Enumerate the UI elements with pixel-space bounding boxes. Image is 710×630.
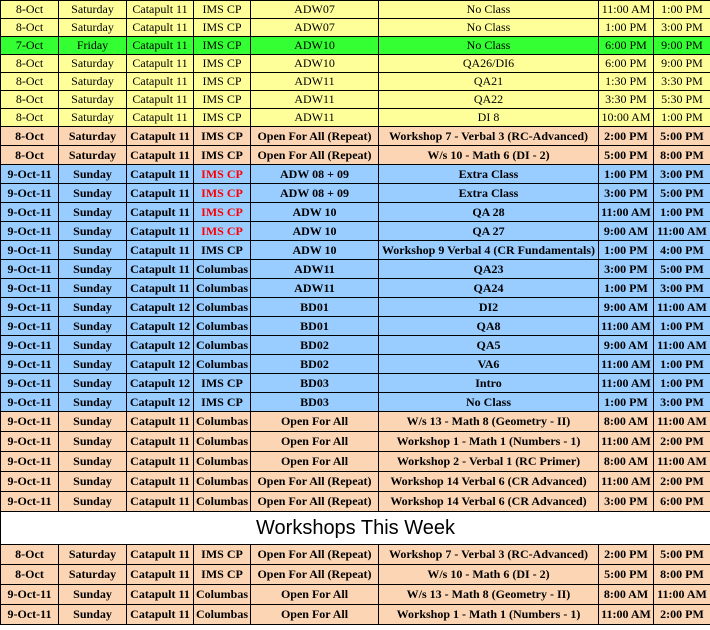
cell-date: 8-Oct <box>1 109 59 127</box>
cell-start: 10:00 AM <box>599 109 654 127</box>
cell-batch: Catapult 11 <box>127 37 194 55</box>
schedule-row <box>1 585 710 605</box>
cell-start: 1:30 PM <box>599 73 654 91</box>
cell-topic: Workshop 14 Verbal 6 (CR Advanced) <box>379 492 599 512</box>
schedule-row <box>1 1 710 19</box>
cell-batch-code: ADW 10 <box>251 222 379 241</box>
cell-day: Sunday <box>59 585 127 605</box>
cell-start: 11:00 AM <box>599 355 654 374</box>
cell-batch-code: Open For All (Repeat) <box>251 545 379 565</box>
cell-day: Sunday <box>59 452 127 472</box>
cell-center: IMS CP <box>194 565 251 585</box>
cell-topic: QA 28 <box>379 203 599 222</box>
cell-batch-code: BD01 <box>251 317 379 336</box>
cell-date: 9-Oct-11 <box>1 472 59 492</box>
cell-topic: QA26/DI6 <box>379 55 599 73</box>
cell-topic: QA 27 <box>379 222 599 241</box>
cell-center: IMS CP <box>194 393 251 412</box>
cell-end: 5:00 PM <box>654 260 710 279</box>
cell-start: 6:00 PM <box>599 55 654 73</box>
cell-batch: Catapult 12 <box>127 355 194 374</box>
cell-start: 5:00 PM <box>599 565 654 585</box>
cell-batch-code: BD02 <box>251 336 379 355</box>
cell-topic: VA6 <box>379 355 599 374</box>
cell-center: IMS CP <box>194 203 251 222</box>
cell-topic: Workshop 7 - Verbal 3 (RC-Advanced) <box>379 127 599 146</box>
cell-batch-code: ADW11 <box>251 73 379 91</box>
cell-end: 5:00 PM <box>654 127 710 146</box>
schedule-row <box>1 472 710 492</box>
cell-batch: Catapult 11 <box>127 184 194 203</box>
cell-date: 9-Oct-11 <box>1 393 59 412</box>
cell-center: IMS CP <box>194 222 251 241</box>
cell-center: IMS CP <box>194 91 251 109</box>
cell-end: 2:00 PM <box>654 472 710 492</box>
cell-batch: Catapult 11 <box>127 203 194 222</box>
schedule-row <box>1 412 710 432</box>
cell-date: 9-Oct-11 <box>1 585 59 605</box>
section-title-row <box>1 512 710 545</box>
cell-center: Columbas <box>194 432 251 452</box>
cell-batch: Catapult 11 <box>127 545 194 565</box>
cell-batch: Catapult 12 <box>127 298 194 317</box>
cell-start: 8:00 AM <box>599 585 654 605</box>
cell-batch-code: ADW11 <box>251 109 379 127</box>
cell-end: 11:00 AM <box>654 298 710 317</box>
cell-end: 9:00 PM <box>654 55 710 73</box>
schedule-row <box>1 317 710 336</box>
cell-end: 11:00 AM <box>654 222 710 241</box>
cell-topic: No Class <box>379 393 599 412</box>
cell-end: 11:00 AM <box>654 585 710 605</box>
cell-batch: Catapult 11 <box>127 260 194 279</box>
cell-day: Sunday <box>59 472 127 492</box>
cell-center: IMS CP <box>194 127 251 146</box>
schedule-row <box>1 222 710 241</box>
cell-center: Columbas <box>194 605 251 625</box>
cell-date: 8-Oct <box>1 146 59 165</box>
cell-date: 9-Oct-11 <box>1 432 59 452</box>
schedule-row <box>1 545 710 565</box>
cell-batch: Catapult 11 <box>127 222 194 241</box>
cell-end: 2:00 PM <box>654 432 710 452</box>
cell-center: Columbas <box>194 336 251 355</box>
cell-batch-code: Open For All <box>251 605 379 625</box>
cell-topic: W/s 10 - Math 6 (DI - 2) <box>379 146 599 165</box>
cell-batch: Catapult 11 <box>127 279 194 298</box>
cell-center: IMS CP <box>194 241 251 260</box>
cell-date: 9-Oct-11 <box>1 184 59 203</box>
schedule-row <box>1 452 710 472</box>
cell-start: 6:00 PM <box>599 37 654 55</box>
cell-end: 1:00 PM <box>654 109 710 127</box>
cell-center: IMS CP <box>194 545 251 565</box>
cell-batch-code: BD02 <box>251 355 379 374</box>
schedule-row <box>1 393 710 412</box>
cell-day: Saturday <box>59 91 127 109</box>
cell-end: 5:00 PM <box>654 184 710 203</box>
cell-day: Sunday <box>59 412 127 432</box>
cell-batch-code: Open For All (Repeat) <box>251 127 379 146</box>
cell-day: Sunday <box>59 355 127 374</box>
cell-topic: No Class <box>379 37 599 55</box>
cell-day: Saturday <box>59 73 127 91</box>
cell-topic: Workshop 14 Verbal 6 (CR Advanced) <box>379 472 599 492</box>
cell-day: Saturday <box>59 109 127 127</box>
cell-end: 2:00 PM <box>654 605 710 625</box>
cell-date: 9-Oct-11 <box>1 222 59 241</box>
schedule-row <box>1 127 710 146</box>
cell-batch-code: BD03 <box>251 393 379 412</box>
schedule-row <box>1 165 710 184</box>
cell-end: 11:00 AM <box>654 336 710 355</box>
cell-batch-code: Open For All <box>251 585 379 605</box>
cell-topic: QA5 <box>379 336 599 355</box>
schedule-row <box>1 565 710 585</box>
cell-batch: Catapult 11 <box>127 452 194 472</box>
cell-batch-code: Open For All (Repeat) <box>251 146 379 165</box>
cell-start: 3:00 PM <box>599 492 654 512</box>
schedule-row <box>1 432 710 452</box>
cell-center: IMS CP <box>194 184 251 203</box>
cell-center: Columbas <box>194 355 251 374</box>
cell-batch-code: BD03 <box>251 374 379 393</box>
cell-date: 8-Oct <box>1 545 59 565</box>
cell-start: 3:00 PM <box>599 184 654 203</box>
cell-batch-code: Open For All <box>251 452 379 472</box>
cell-end: 5:00 PM <box>654 545 710 565</box>
cell-topic: No Class <box>379 1 599 19</box>
cell-topic: QA24 <box>379 279 599 298</box>
cell-date: 9-Oct-11 <box>1 452 59 472</box>
cell-date: 8-Oct <box>1 55 59 73</box>
cell-start: 5:00 PM <box>599 146 654 165</box>
cell-end: 3:00 PM <box>654 165 710 184</box>
schedule-row <box>1 336 710 355</box>
cell-batch-code: ADW 08 + 09 <box>251 165 379 184</box>
cell-day: Sunday <box>59 222 127 241</box>
cell-batch-code: Open For All <box>251 432 379 452</box>
cell-date: 9-Oct-11 <box>1 279 59 298</box>
cell-center: IMS CP <box>194 1 251 19</box>
cell-date: 9-Oct-11 <box>1 605 59 625</box>
cell-start: 11:00 AM <box>599 472 654 492</box>
cell-end: 1:00 PM <box>654 1 710 19</box>
cell-start: 1:00 PM <box>599 165 654 184</box>
cell-batch: Catapult 11 <box>127 127 194 146</box>
cell-batch-code: BD01 <box>251 298 379 317</box>
cell-date: 9-Oct-11 <box>1 336 59 355</box>
cell-start: 11:00 AM <box>599 374 654 393</box>
section-header <box>1 512 710 545</box>
cell-end: 1:00 PM <box>654 355 710 374</box>
cell-day: Sunday <box>59 260 127 279</box>
schedule-row <box>1 605 710 625</box>
cell-end: 3:00 PM <box>654 19 710 37</box>
section-title: Workshops This Week <box>1 512 710 545</box>
cell-batch-code: Open For All <box>251 412 379 432</box>
cell-end: 6:00 PM <box>654 492 710 512</box>
cell-batch: Catapult 11 <box>127 1 194 19</box>
cell-end: 3:00 PM <box>654 393 710 412</box>
cell-day: Sunday <box>59 336 127 355</box>
cell-center: IMS CP <box>194 146 251 165</box>
cell-end: 5:30 PM <box>654 91 710 109</box>
cell-topic: Extra Class <box>379 184 599 203</box>
cell-batch: Catapult 11 <box>127 73 194 91</box>
cell-center: Columbas <box>194 472 251 492</box>
cell-center: Columbas <box>194 492 251 512</box>
cell-batch-code: ADW10 <box>251 55 379 73</box>
cell-batch: Catapult 11 <box>127 19 194 37</box>
cell-date: 9-Oct-11 <box>1 298 59 317</box>
cell-date: 9-Oct-11 <box>1 241 59 260</box>
cell-batch: Catapult 12 <box>127 374 194 393</box>
schedule-row <box>1 37 710 55</box>
cell-topic: DI 8 <box>379 109 599 127</box>
cell-start: 1:00 PM <box>599 241 654 260</box>
cell-center: IMS CP <box>194 37 251 55</box>
schedule-row <box>1 241 710 260</box>
cell-day: Sunday <box>59 203 127 222</box>
cell-start: 11:00 AM <box>599 1 654 19</box>
schedule-row <box>1 55 710 73</box>
cell-date: 8-Oct <box>1 565 59 585</box>
cell-start: 3:00 PM <box>599 260 654 279</box>
cell-day: Sunday <box>59 492 127 512</box>
cell-day: Saturday <box>59 127 127 146</box>
cell-batch-code: Open For All (Repeat) <box>251 472 379 492</box>
cell-end: 1:00 PM <box>654 374 710 393</box>
workshops-body <box>1 545 710 625</box>
cell-date: 9-Oct-11 <box>1 203 59 222</box>
cell-end: 11:00 AM <box>654 412 710 432</box>
cell-day: Saturday <box>59 146 127 165</box>
cell-batch: Catapult 11 <box>127 165 194 184</box>
cell-date: 9-Oct-11 <box>1 260 59 279</box>
cell-topic: Workshop 9 Verbal 4 (CR Fundamentals) <box>379 241 599 260</box>
cell-topic: Intro <box>379 374 599 393</box>
schedule-row <box>1 203 710 222</box>
cell-batch-code: ADW 08 + 09 <box>251 184 379 203</box>
cell-batch-code: ADW 10 <box>251 241 379 260</box>
schedule-row <box>1 109 710 127</box>
cell-center: IMS CP <box>194 19 251 37</box>
cell-start: 11:00 AM <box>599 432 654 452</box>
cell-end: 3:30 PM <box>654 73 710 91</box>
cell-day: Sunday <box>59 184 127 203</box>
cell-batch: Catapult 11 <box>127 91 194 109</box>
cell-center: Columbas <box>194 317 251 336</box>
schedule-row <box>1 279 710 298</box>
cell-day: Saturday <box>59 545 127 565</box>
schedule-row <box>1 73 710 91</box>
cell-batch: Catapult 11 <box>127 241 194 260</box>
schedule-row <box>1 374 710 393</box>
cell-topic: Extra Class <box>379 165 599 184</box>
cell-start: 2:00 PM <box>599 127 654 146</box>
cell-start: 11:00 AM <box>599 203 654 222</box>
cell-day: Sunday <box>59 279 127 298</box>
cell-batch: Catapult 11 <box>127 585 194 605</box>
cell-date: 8-Oct <box>1 73 59 91</box>
cell-topic: Workshop 2 - Verbal 1 (RC Primer) <box>379 452 599 472</box>
cell-batch: Catapult 11 <box>127 146 194 165</box>
cell-day: Saturday <box>59 19 127 37</box>
cell-start: 9:00 AM <box>599 298 654 317</box>
cell-center: Columbas <box>194 298 251 317</box>
cell-end: 8:00 PM <box>654 565 710 585</box>
cell-topic: W/s 13 - Math 8 (Geometry - II) <box>379 585 599 605</box>
cell-topic: QA23 <box>379 260 599 279</box>
cell-center: IMS CP <box>194 374 251 393</box>
cell-date: 8-Oct <box>1 91 59 109</box>
cell-date: 8-Oct <box>1 127 59 146</box>
cell-day: Friday <box>59 37 127 55</box>
cell-topic: QA22 <box>379 91 599 109</box>
cell-batch: Catapult 11 <box>127 55 194 73</box>
cell-batch-code: ADW10 <box>251 37 379 55</box>
cell-topic: W/s 10 - Math 6 (DI - 2) <box>379 565 599 585</box>
cell-day: Saturday <box>59 1 127 19</box>
schedule-row <box>1 492 710 512</box>
schedule-row <box>1 19 710 37</box>
cell-center: IMS CP <box>194 55 251 73</box>
cell-batch: Catapult 12 <box>127 336 194 355</box>
schedule-row <box>1 260 710 279</box>
cell-day: Sunday <box>59 393 127 412</box>
cell-start: 9:00 AM <box>599 336 654 355</box>
cell-day: Sunday <box>59 298 127 317</box>
cell-topic: Workshop 7 - Verbal 3 (RC-Advanced) <box>379 545 599 565</box>
cell-start: 2:00 PM <box>599 545 654 565</box>
cell-batch: Catapult 12 <box>127 393 194 412</box>
cell-day: Saturday <box>59 55 127 73</box>
cell-day: Sunday <box>59 165 127 184</box>
cell-center: Columbas <box>194 279 251 298</box>
cell-start: 8:00 AM <box>599 452 654 472</box>
cell-topic: DI2 <box>379 298 599 317</box>
cell-topic: QA8 <box>379 317 599 336</box>
cell-end: 3:00 PM <box>654 279 710 298</box>
cell-date: 9-Oct-11 <box>1 317 59 336</box>
cell-batch: Catapult 11 <box>127 492 194 512</box>
cell-center: IMS CP <box>194 73 251 91</box>
cell-date: 9-Oct-11 <box>1 412 59 432</box>
cell-batch-code: ADW07 <box>251 19 379 37</box>
cell-end: 1:00 PM <box>654 317 710 336</box>
cell-end: 1:00 PM <box>654 203 710 222</box>
cell-day: Sunday <box>59 317 127 336</box>
cell-batch: Catapult 12 <box>127 317 194 336</box>
cell-batch-code: ADW 10 <box>251 203 379 222</box>
cell-end: 11:00 AM <box>654 452 710 472</box>
schedule-row <box>1 184 710 203</box>
cell-date: 9-Oct-11 <box>1 492 59 512</box>
cell-batch: Catapult 11 <box>127 565 194 585</box>
cell-date: 9-Oct-11 <box>1 355 59 374</box>
cell-day: Sunday <box>59 374 127 393</box>
cell-end: 9:00 PM <box>654 37 710 55</box>
cell-topic: QA21 <box>379 73 599 91</box>
cell-batch-code: Open For All (Repeat) <box>251 565 379 585</box>
cell-center: Columbas <box>194 452 251 472</box>
schedule-body <box>1 1 710 512</box>
cell-batch: Catapult 11 <box>127 109 194 127</box>
cell-end: 4:00 PM <box>654 241 710 260</box>
cell-topic: Workshop 1 - Math 1 (Numbers - 1) <box>379 605 599 625</box>
cell-start: 8:00 AM <box>599 412 654 432</box>
cell-batch: Catapult 11 <box>127 432 194 452</box>
cell-center: Columbas <box>194 585 251 605</box>
cell-date: 7-Oct <box>1 37 59 55</box>
cell-batch: Catapult 11 <box>127 472 194 492</box>
cell-topic: No Class <box>379 19 599 37</box>
cell-date: 9-Oct-11 <box>1 374 59 393</box>
schedule-row <box>1 91 710 109</box>
cell-day: Sunday <box>59 241 127 260</box>
cell-batch-code: ADW11 <box>251 260 379 279</box>
cell-batch-code: ADW11 <box>251 91 379 109</box>
cell-center: Columbas <box>194 260 251 279</box>
cell-day: Saturday <box>59 565 127 585</box>
cell-start: 3:30 PM <box>599 91 654 109</box>
cell-day: Sunday <box>59 432 127 452</box>
cell-center: IMS CP <box>194 109 251 127</box>
cell-start: 11:00 AM <box>599 317 654 336</box>
cell-start: 11:00 AM <box>599 605 654 625</box>
cell-batch-code: ADW07 <box>251 1 379 19</box>
schedule-row <box>1 146 710 165</box>
cell-center: IMS CP <box>194 165 251 184</box>
cell-end: 8:00 PM <box>654 146 710 165</box>
cell-date: 9-Oct-11 <box>1 165 59 184</box>
schedule-row <box>1 298 710 317</box>
cell-start: 1:00 PM <box>599 393 654 412</box>
cell-batch: Catapult 11 <box>127 412 194 432</box>
cell-topic: Workshop 1 - Math 1 (Numbers - 1) <box>379 432 599 452</box>
cell-start: 9:00 AM <box>599 222 654 241</box>
cell-batch-code: Open For All (Repeat) <box>251 492 379 512</box>
cell-start: 1:00 PM <box>599 279 654 298</box>
cell-date: 8-Oct <box>1 19 59 37</box>
cell-topic: W/s 13 - Math 8 (Geometry - II) <box>379 412 599 432</box>
cell-batch: Catapult 11 <box>127 605 194 625</box>
cell-start: 1:00 PM <box>599 19 654 37</box>
cell-day: Sunday <box>59 605 127 625</box>
cell-center: Columbas <box>194 412 251 432</box>
schedule-row <box>1 355 710 374</box>
cell-batch-code: ADW11 <box>251 279 379 298</box>
cell-date: 8-Oct <box>1 1 59 19</box>
